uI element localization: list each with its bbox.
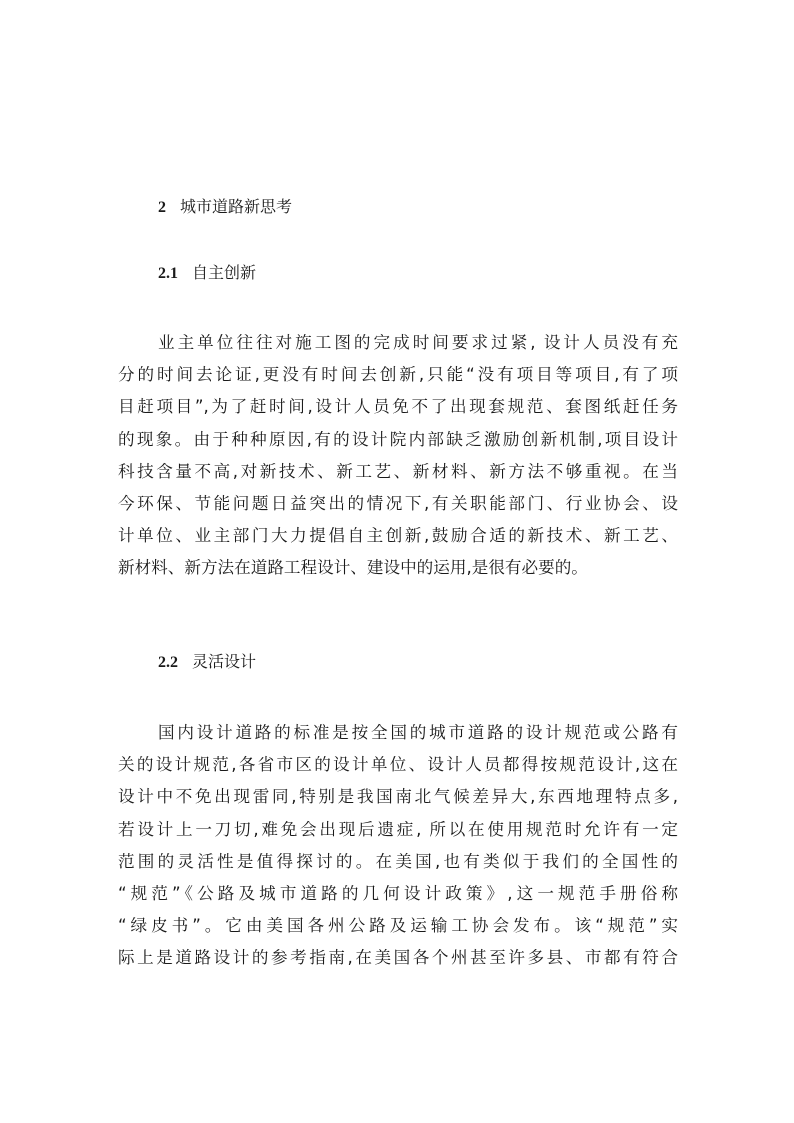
section-2-heading xyxy=(158,196,292,219)
section-2-number: 2 xyxy=(158,199,166,216)
section-2-1-title: 自主创新 xyxy=(192,263,257,282)
paragraph-line: 业主单位往往对施工图的完成时间要求过紧, 设计人员没有充 xyxy=(158,333,678,352)
paragraph-line: 计单位、业主部门大力提倡自主创新,鼓励合适的新技术、新工艺、 xyxy=(118,526,678,546)
paragraph-line: 范围的灵活性是值得探讨的。在美国,也有类似于我们的全国性的 xyxy=(118,851,678,871)
section-2-1-number: 2.1 xyxy=(158,265,178,282)
section-2-2-title: 灵活设计 xyxy=(192,652,257,671)
paragraph-line: 分的时间去论证,更没有时间去创新,只能“没有项目等项目,有了项 xyxy=(118,365,678,385)
paragraph-line: 科技含量不高,对新技术、新工艺、新材料、新方法不够重视。在当 xyxy=(118,461,678,481)
paragraph-line: 目赶项目”,为了赶时间,设计人员免不了出现套规范、套图纸赶任务 xyxy=(118,397,678,417)
section-2-title: 城市道路新思考 xyxy=(180,197,293,216)
section-2-1-heading xyxy=(158,262,256,285)
paragraph-line: 的现象。由于种种原因,有的设计院内部缺乏激励创新机制,项目设计 xyxy=(118,429,678,449)
section-2-2-number: 2.2 xyxy=(158,654,178,671)
section-2-1-paragraph xyxy=(118,327,678,585)
paragraph-line: “绿皮书”。它由美国各州公路及运输工协会发布。该“规范”实 xyxy=(118,916,678,936)
section-2-2-heading xyxy=(158,651,256,674)
paragraph-line: 关的设计规范,各省市区的设计单位、设计人员都得按规范设计,这在 xyxy=(118,755,678,775)
paragraph-line: 新材料、新方法在道路工程设计、建设中的运用,是很有必要的。 xyxy=(118,558,588,578)
paragraph-line: 国内设计道路的标准是按全国的城市道路的设计规范或公路有 xyxy=(158,723,678,742)
paragraph-line: 际上是道路设计的参考指南,在美国各个州甚至许多县、市都有符合 xyxy=(118,948,678,968)
paragraph-line: 若设计上一刀切,难免会出现后遗症, 所以在使用规范时允许有一定 xyxy=(118,819,678,839)
section-2-2-paragraph xyxy=(118,717,678,975)
paragraph-line: 今环保、节能问题日益突出的情况下,有关职能部门、行业协会、设 xyxy=(118,494,678,514)
paragraph-line: 设计中不免出现雷同,特别是我国南北气候差异大,东西地理特点多, xyxy=(118,787,678,807)
paragraph-line: “规范”《公路及城市道路的几何设计政策》,这一规范手册俗称 xyxy=(118,884,678,904)
